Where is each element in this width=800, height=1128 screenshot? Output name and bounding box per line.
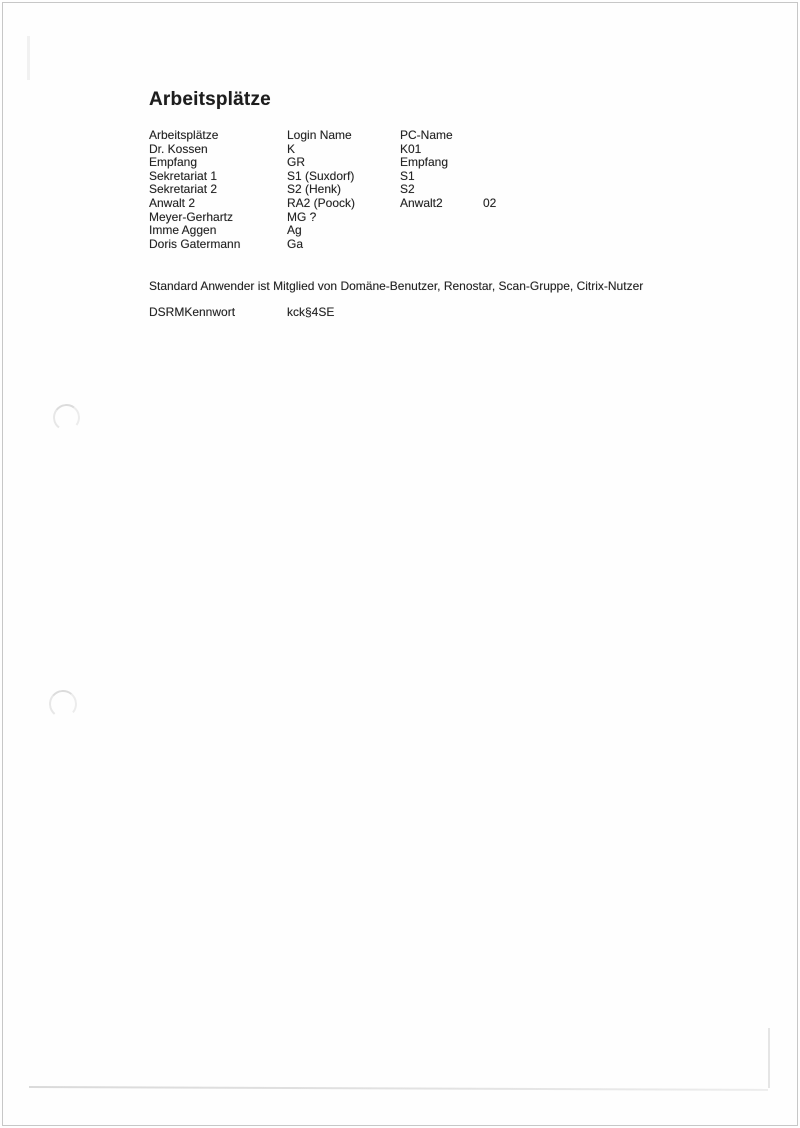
cell-pc-name: S1 <box>400 168 415 183</box>
dsrm-password-row <box>149 305 334 319</box>
cell-pc-name <box>400 224 483 238</box>
column-header-arbeitsplaetze: Arbeitsplätze <box>149 128 219 142</box>
scan-artifact-mark <box>27 36 30 80</box>
cell-arbeitsplatz: Sekretariat 2 <box>149 182 218 197</box>
punch-hole-top <box>51 402 81 432</box>
cell-login-name: Ag <box>287 223 302 238</box>
page-title: Arbeitsplätze <box>149 89 271 110</box>
paper-right-edge-artifact <box>768 1028 770 1088</box>
table-row <box>149 238 533 252</box>
standard-user-note: Standard Anwender ist Mitglied von Domäne-Benutzer, Renostar, Scan-Gruppe, Citrix-Nutzer <box>149 279 644 293</box>
cell-arbeitsplatz: Sekretariat 1 <box>149 168 218 183</box>
table-row <box>149 156 533 170</box>
cell-extra <box>483 156 533 170</box>
column-header-pc-name: PC-Name <box>400 128 453 142</box>
punch-hole-bottom <box>48 689 78 719</box>
dsrm-label: DSRMKennwort <box>149 305 236 319</box>
cell-pc-name: Anwalt2 <box>400 195 443 210</box>
cell-extra <box>483 143 533 157</box>
cell-login-name: S1 (Suxdorf) <box>287 168 355 183</box>
column-header-extra <box>483 129 533 143</box>
cell-extra <box>483 170 533 184</box>
cell-arbeitsplatz: Meyer-Gerhartz <box>149 209 234 224</box>
cell-pc-name: S2 <box>400 182 415 197</box>
cell-arbeitsplatz: Anwalt 2 <box>149 195 196 210</box>
cell-pc-name: K01 <box>400 141 422 156</box>
cell-extra <box>483 238 533 252</box>
cell-login-name: S2 (Henk) <box>287 182 342 197</box>
table-row <box>149 170 533 184</box>
cell-login-name: K <box>287 141 296 156</box>
table-header-row <box>149 129 533 143</box>
cell-pc-name <box>400 238 483 252</box>
table-row <box>149 224 533 238</box>
paper-bottom-edge-artifact <box>29 1086 768 1090</box>
cell-extra <box>483 183 533 197</box>
cell-login-name: GR <box>287 155 305 170</box>
table-row <box>149 197 533 211</box>
cell-pc-name: Empfang <box>400 155 449 170</box>
dsrm-value: kck§4SE <box>287 305 335 319</box>
cell-login-name: RA2 (Poock) <box>287 195 356 210</box>
cell-login-name: Ga <box>287 236 304 251</box>
cell-extra: 02 <box>483 195 497 210</box>
cell-arbeitsplatz: Doris Gatermann <box>149 236 241 251</box>
cell-arbeitsplatz: Dr. Kossen <box>149 141 208 156</box>
table-row <box>149 211 533 225</box>
cell-extra <box>483 211 533 225</box>
cell-pc-name <box>400 211 483 225</box>
cell-arbeitsplatz: Imme Aggen <box>149 223 217 238</box>
workstation-table <box>149 129 533 251</box>
table-row <box>149 183 533 197</box>
column-header-login-name: Login Name <box>287 128 352 142</box>
table-row <box>149 143 533 157</box>
cell-extra <box>483 224 533 238</box>
cell-login-name: MG ? <box>287 209 317 224</box>
cell-arbeitsplatz: Empfang <box>149 155 198 170</box>
